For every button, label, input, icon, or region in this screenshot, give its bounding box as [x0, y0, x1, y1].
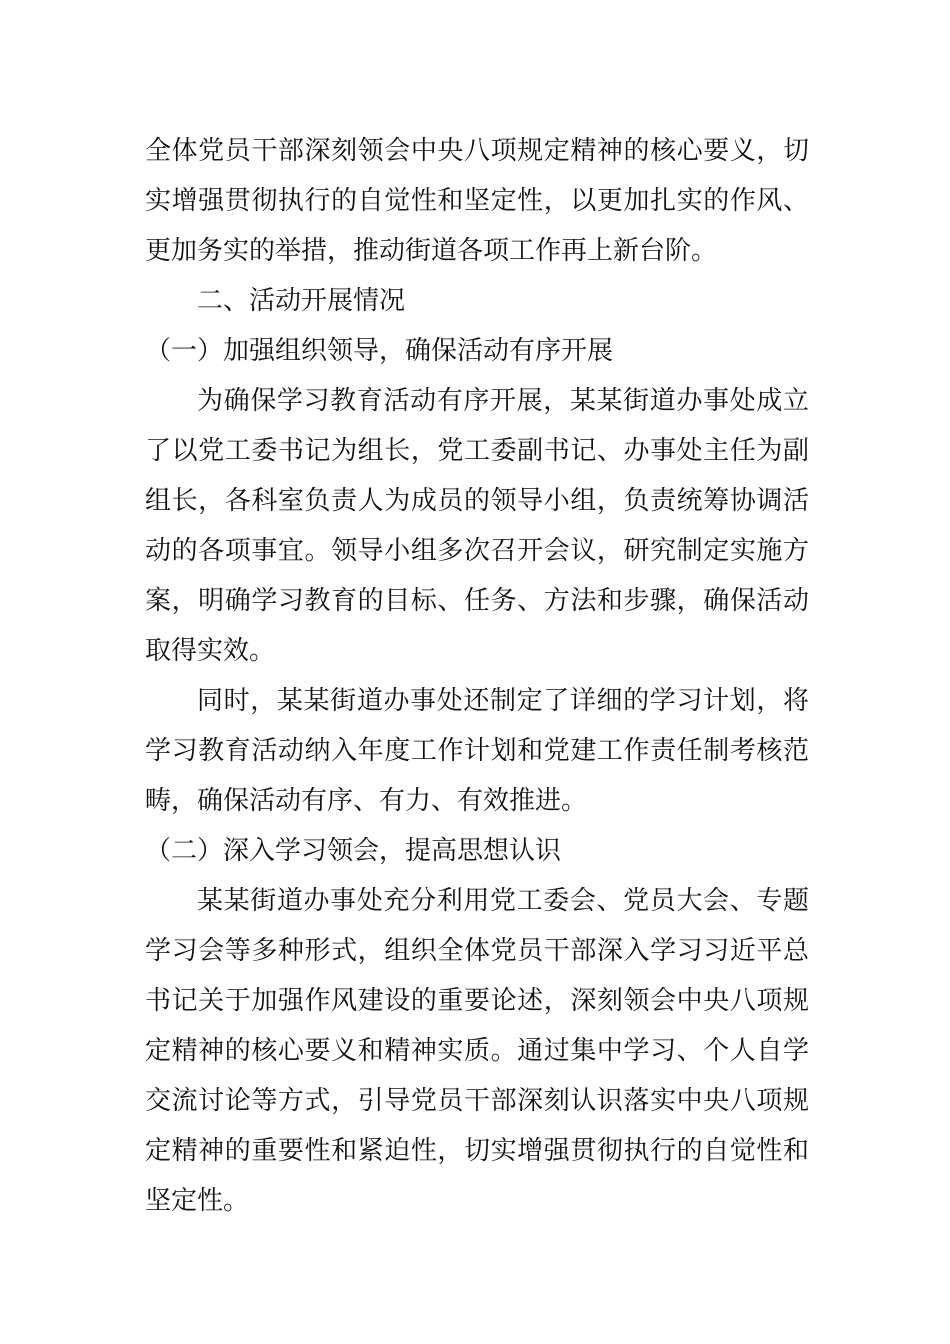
body-paragraph: 某某街道办事处充分利用党工委会、党员大会、专题学习会等多种形式，组织全体党员干部深入学习习近平总书记关于加强作风建设的重要论述，深刻领会中央八项规定精神的核心要义和精神实质。通过集中学习、个人自学交流讨论等方式，引导党员干部深刻认识落实中央八项规定精神的重要性和紧迫性，切实增强贯彻执行的自觉性和坚定性。 — [145, 886, 809, 1216]
body-paragraph: 同时，某某街道办事处还制定了详细的学习计划，将学习教育活动纳入年度工作计划和党建工作责任制考核范畴，确保活动有序、有力、有效推进。 — [145, 686, 809, 816]
body-paragraph: 为确保学习教育活动有序开展，某某街道办事处成立了以党工委书记为组长，党工委副书记、办事处主任为副组长，各科室负责人为成员的领导小组，负责统筹协调活动的各项事宜。领导小组多次召开会议，研究制定实施方案，明确学习教育的目标、任务、方法和步骤，确保活动取得实效。 — [145, 386, 809, 666]
body-paragraph-continued: 全体党员干部深刻领会中央八项规定精神的核心要义，切实增强贯彻执行的自觉性和坚定性，以更加扎实的作风、更加务实的举措，推动街道各项工作再上新台阶。 — [145, 136, 809, 266]
document-body — [145, 126, 809, 1226]
section-heading: 二、活动开展情况 — [197, 286, 406, 316]
subsection-heading: （二）深入学习领会，提高思想认识 — [145, 836, 562, 866]
subsection-heading: （一）加强组织领导，确保活动有序开展 — [145, 336, 614, 366]
